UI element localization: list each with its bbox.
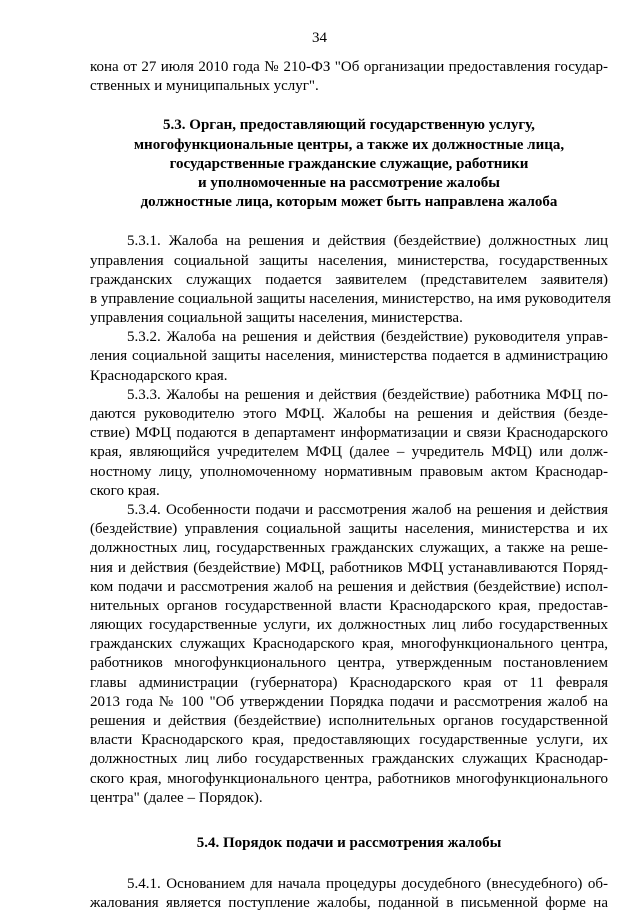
text-line: кона от 27 июля 2010 года № 210-ФЗ "Об организации предоставления государ- — [90, 59, 608, 75]
text-line: работников многофункционального центра, утвержденным постановлением — [90, 655, 608, 672]
text-line: нительных органов государственной власти Краснодарского края, предостав- — [90, 597, 608, 614]
text-line: ляющих государственные услуги, их должностных лиц либо государственных — [90, 617, 608, 634]
text-line: 2013 года № 100 "Об утверждении Порядка подачи и рассмотрения жалоб на — [90, 693, 608, 710]
heading-line: многофункциональные центры, а также их должностные лица, — [133, 136, 565, 153]
section-5-3-heading — [90, 116, 608, 212]
text-line: (бездействие) управления социальной защиты населения, министерства и их — [90, 521, 608, 538]
text-line: 5.3.1. Жалоба на решения и действия (бездействие) должностных лиц — [127, 233, 608, 250]
text-line: даются руководителю этого МФЦ. Жалобы на решения и действия (безде- — [90, 406, 608, 422]
text-line: 5.3.2. Жалоба на решения и действия (бездействие) руководителя управ- — [127, 329, 608, 346]
text-line: должностных лиц, государственных гражданских служащих, а также на реше- — [90, 540, 608, 557]
text-line: главы администрации (губернатора) Краснодарского края от 11 февраля — [90, 674, 608, 691]
text-line: ственных и муниципальных услуг". — [90, 78, 319, 95]
heading-line: 5.3. Орган, предоставляющий государственную услугу, — [163, 117, 535, 134]
text-line: 5.4.1. Основанием для начала процедуры досудебного (внесудебного) об- — [127, 876, 608, 893]
text-line: решения и действия (бездействие) исполнительных органов государственной — [90, 713, 608, 729]
paragraph-5-3-2 — [90, 328, 608, 386]
text-line: ского края, многофункционального центра, работников многофункционального — [90, 770, 608, 787]
text-line: 5.3.3. Жалобы на решения и действия (бездействие) работника МФЦ по- — [127, 386, 608, 403]
paragraph-5-3-3 — [90, 386, 608, 501]
text-line: гражданских служащих подается заявителем (представителем заявителя) — [90, 271, 608, 288]
paragraph-5-3-4 — [90, 501, 608, 808]
text-line: гражданских служащих Краснодарского края, многофункционального центра, — [90, 636, 608, 653]
page-number: 34 — [312, 30, 327, 46]
text-line: управления социальной защиты населения, министерства. — [90, 310, 463, 327]
page-content — [90, 58, 611, 914]
text-line: края, являющийся учредителем МФЦ (далее – учредитель МФЦ) или долж- — [90, 444, 608, 461]
text-line: центра" (далее – Порядок). — [90, 789, 263, 806]
text-line: должностных лиц либо государственных гражданских служащих Краснодар- — [90, 751, 608, 768]
text-line: 5.3.4. Особенности подачи и рассмотрения жалоб на решения и действия — [127, 501, 608, 518]
text-line: ностному лицу, уполномоченному нормативным правовым актом Краснодар- — [90, 463, 608, 480]
text-line: ствие) МФЦ подаются в департамент информатизации и связи Краснодарского — [90, 425, 608, 442]
text-line: жалования является поступление жалобы, поданной в письменной форме на — [90, 895, 608, 912]
heading-line: должностные лица, которым может быть направлена жалоба — [140, 194, 558, 211]
text-line: власти Краснодарского края, предоставляющих государственные услуги, их — [90, 732, 608, 749]
section-5-4-heading: 5.4. Порядок подачи и рассмотрения жалобы — [196, 834, 502, 851]
text-line: в управление социальной защиты населения, министерство, на имя руководителя — [90, 290, 611, 307]
text-line: ления социальной защиты населения, министерства подается в администрацию — [90, 348, 608, 365]
intro-paragraph — [90, 58, 608, 96]
paragraph-5-4-1 — [90, 875, 608, 913]
heading-line: и уполномоченные на рассмотрение жалобы — [197, 174, 500, 191]
text-line: ского края. — [90, 482, 160, 499]
heading-line: государственные гражданские служащие, работники — [169, 155, 529, 172]
text-line: Краснодарского края. — [90, 367, 228, 384]
paragraph-5-3-1 — [90, 232, 611, 328]
text-line: управления социальной защиты населения, министерства, государственных — [90, 252, 608, 269]
text-line: ком подачи и рассмотрения жалоб на решения и действия (бездействие) испол- — [90, 578, 608, 595]
text-line: ния и действия (бездействие) МФЦ, работников МФЦ устанавливаются Поряд- — [90, 559, 608, 576]
